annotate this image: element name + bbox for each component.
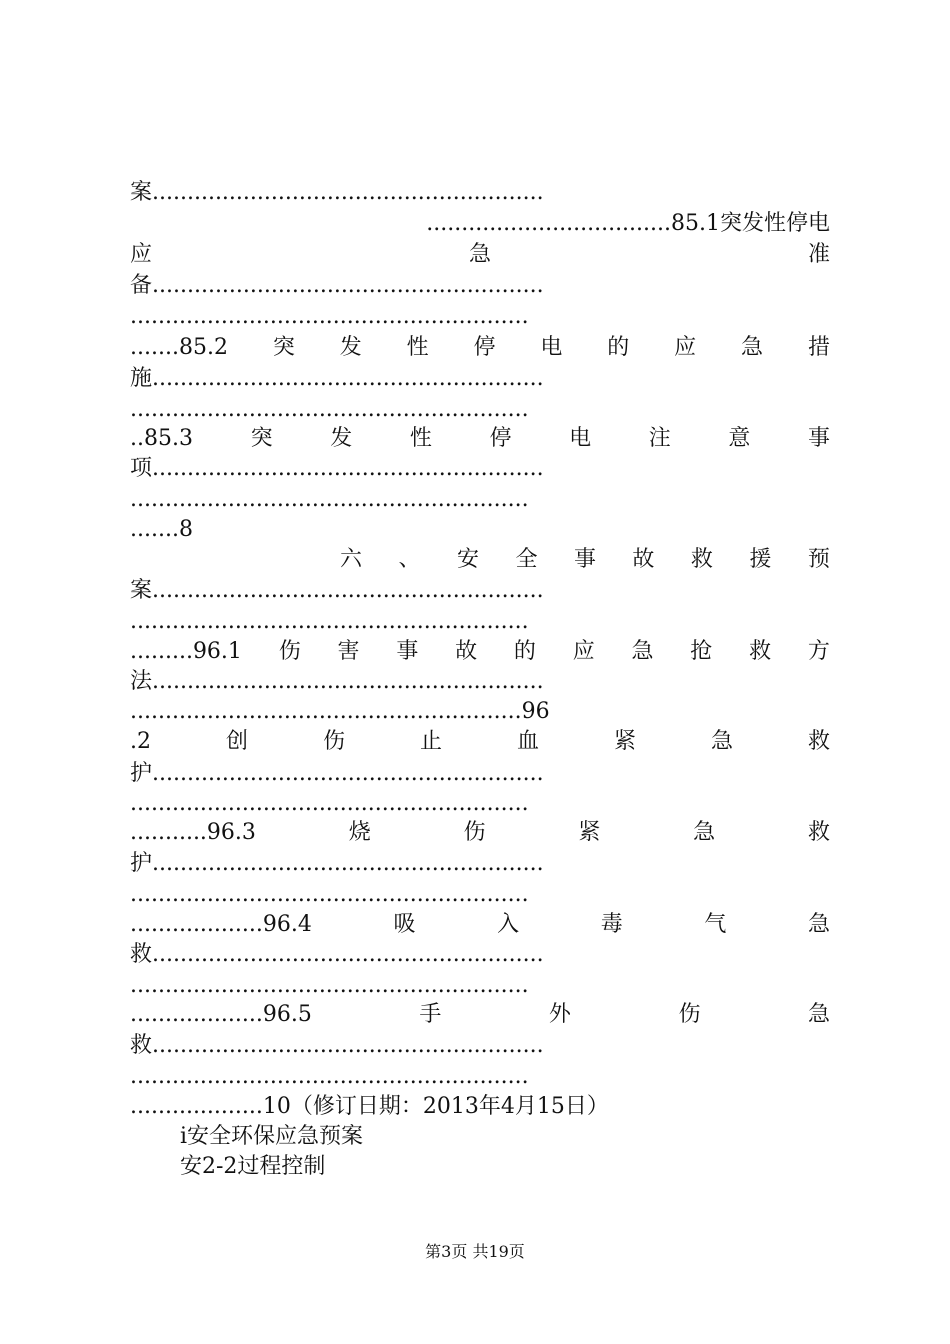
- toc-word: .........96.1: [130, 639, 242, 664]
- toc-word: 的: [607, 335, 630, 360]
- toc-word: 事: [807, 426, 830, 451]
- toc-line: .........................................................: [130, 973, 529, 998]
- toc-line: .........................................................: [130, 487, 529, 512]
- toc-line-justified: [130, 333, 830, 363]
- toc-word: 急: [710, 729, 733, 754]
- toc-word: ..85.3: [130, 426, 193, 451]
- toc-word: 注: [648, 426, 671, 451]
- toc-word: 故: [632, 547, 655, 572]
- toc-word: 止: [419, 729, 442, 754]
- toc-word: 救: [807, 820, 830, 845]
- toc-word: 伤: [678, 1002, 701, 1027]
- toc-line: ........................................................96: [130, 699, 550, 724]
- toc-word: 突: [272, 335, 295, 360]
- toc-word: .2: [130, 729, 151, 754]
- toc-word: 预: [807, 547, 830, 572]
- toc-line-justified: [130, 424, 830, 454]
- toc-word: 措: [807, 335, 830, 360]
- toc-word: 六: [340, 547, 363, 572]
- toc-word: 停: [489, 426, 512, 451]
- toc-word: 急: [631, 639, 654, 664]
- toc-word: 救: [807, 729, 830, 754]
- toc-line: 案........................................................: [130, 180, 544, 205]
- toc-line: 护........................................................: [130, 851, 544, 876]
- toc-line: .......8: [130, 517, 193, 542]
- toc-word: 应: [674, 335, 697, 360]
- toc-word: 急: [807, 1002, 830, 1027]
- toc-word: 应: [572, 639, 595, 664]
- toc-line: .........................................................: [130, 791, 529, 816]
- toc-word: 应: [130, 242, 153, 267]
- body-text-line: 安2-2过程控制: [180, 1154, 326, 1179]
- toc-word: 事: [573, 547, 596, 572]
- toc-word: 紧: [578, 820, 601, 845]
- toc-word: 安: [456, 547, 479, 572]
- toc-word: 气: [704, 912, 727, 937]
- toc-word: 紧: [613, 729, 636, 754]
- toc-word: 突: [250, 426, 273, 451]
- toc-word: 电: [569, 426, 592, 451]
- toc-word: 伤: [322, 729, 345, 754]
- toc-word: 急: [468, 242, 491, 267]
- toc-line-justified: [130, 240, 830, 270]
- toc-word: ...................96.5: [130, 1002, 312, 1027]
- page-footer: 第3页 共19页: [425, 1242, 525, 1261]
- toc-word: 性: [409, 426, 432, 451]
- toc-word: 毒: [600, 912, 623, 937]
- toc-line: ...................................85.1突发性停电: [426, 211, 830, 236]
- toc-word: 创: [225, 729, 248, 754]
- toc-word: 发: [330, 426, 353, 451]
- toc-word: 、: [398, 547, 421, 572]
- toc-line-revision-date: ...................10（修订日期：2013年4月15日）: [130, 1094, 609, 1119]
- toc-line-justified: [130, 910, 830, 940]
- toc-word: 吸: [393, 912, 416, 937]
- toc-word: 害: [337, 639, 360, 664]
- toc-line-justified: [130, 1000, 830, 1030]
- toc-word: 烧: [348, 820, 371, 845]
- toc-line: 救........................................................: [130, 942, 544, 967]
- toc-line-justified: [130, 637, 830, 667]
- toc-word: ...................96.4: [130, 912, 312, 937]
- toc-line: 备........................................................: [130, 273, 544, 298]
- toc-line: 护........................................................: [130, 761, 544, 786]
- toc-word: 停: [473, 335, 496, 360]
- toc-word: 救: [690, 547, 713, 572]
- toc-word: ...........96.3: [130, 820, 256, 845]
- toc-word: 入: [497, 912, 520, 937]
- toc-line: .........................................................: [130, 609, 529, 634]
- section-heading: [340, 545, 830, 575]
- toc-line: .........................................................: [130, 882, 529, 907]
- toc-word: 抢: [690, 639, 713, 664]
- toc-word: 准: [807, 242, 830, 267]
- toc-word: 全: [515, 547, 538, 572]
- toc-word: 急: [741, 335, 764, 360]
- toc-word: 意: [728, 426, 751, 451]
- toc-word: 血: [516, 729, 539, 754]
- toc-line: 案........................................................: [130, 578, 544, 603]
- toc-word: 外: [548, 1002, 571, 1027]
- toc-word: 手: [419, 1002, 442, 1027]
- toc-word: 援: [749, 547, 772, 572]
- toc-word: 事: [396, 639, 419, 664]
- toc-word: 性: [406, 335, 429, 360]
- toc-word: 急: [807, 912, 830, 937]
- toc-word: 故: [455, 639, 478, 664]
- toc-line: 项........................................................: [130, 456, 544, 481]
- toc-word: 救: [749, 639, 772, 664]
- toc-line-justified: [130, 818, 830, 848]
- toc-line: 施........................................................: [130, 366, 544, 391]
- toc-word: 伤: [278, 639, 301, 664]
- toc-word: 电: [540, 335, 563, 360]
- toc-line-justified: [130, 727, 830, 757]
- toc-word: 急: [693, 820, 716, 845]
- toc-line: .........................................................: [130, 1064, 529, 1089]
- toc-line: .........................................................: [130, 304, 529, 329]
- toc-word: 伤: [463, 820, 486, 845]
- toc-line: .........................................................: [130, 397, 529, 422]
- toc-word: 发: [339, 335, 362, 360]
- toc-word: 方: [807, 639, 830, 664]
- toc-line: 法........................................................: [130, 669, 544, 694]
- toc-word: .......85.2: [130, 335, 228, 360]
- toc-line: 救........................................................: [130, 1033, 544, 1058]
- body-text-line: i安全环保应急预案: [180, 1124, 364, 1149]
- toc-word: 的: [513, 639, 536, 664]
